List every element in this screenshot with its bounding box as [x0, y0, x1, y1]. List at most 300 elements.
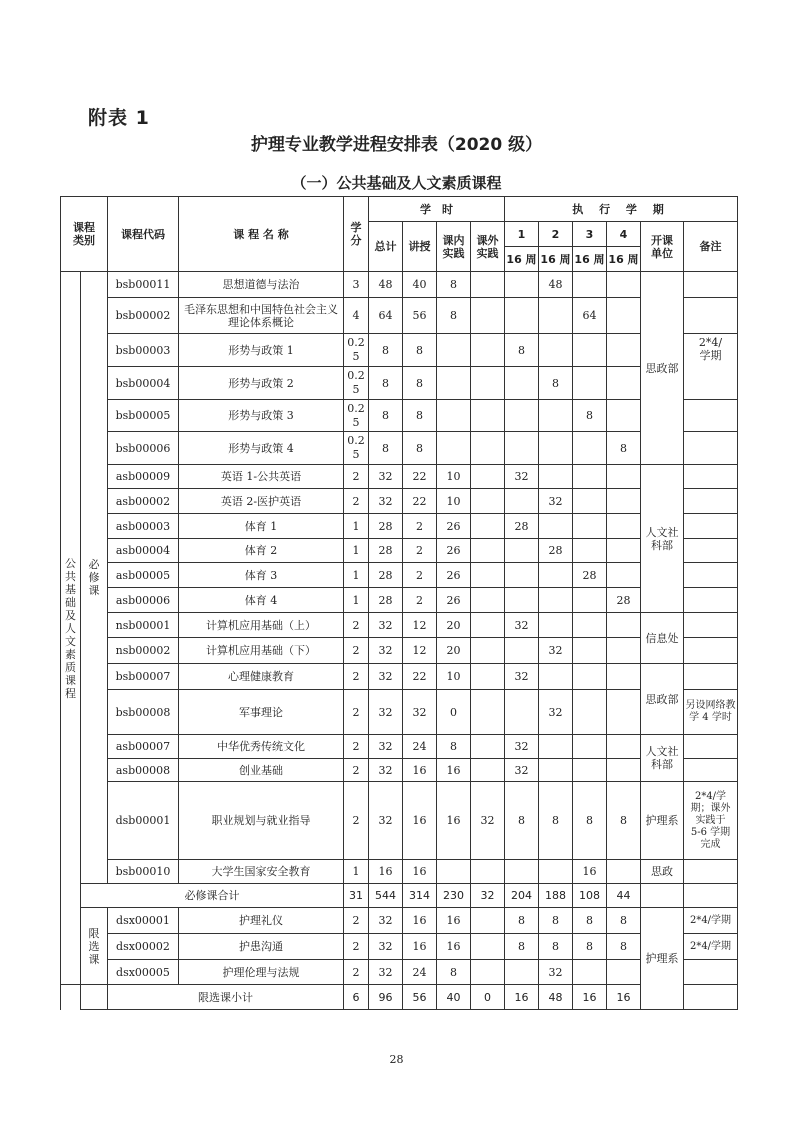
table-row: [61, 664, 738, 690]
total-hours: 8: [369, 432, 403, 465]
course-code: asb00003: [108, 514, 179, 539]
total-semester-3: 108: [573, 884, 607, 908]
out-class-practice: [471, 860, 505, 884]
semester-3: [573, 334, 607, 367]
semester-1: [505, 563, 539, 588]
total-in-class-practice: 230: [437, 884, 471, 908]
offering-department: 思政: [641, 860, 684, 884]
table-row: [61, 334, 738, 367]
in-class-practice: 8: [437, 272, 471, 298]
credits: 2: [344, 934, 369, 960]
table-row: [61, 489, 738, 514]
semester-4: [607, 465, 641, 489]
remarks-cell: 2*4/ 学期: [684, 334, 738, 400]
document-title: 护理专业教学进程安排表（2020 级）: [250, 135, 543, 155]
semester-1: 32: [505, 759, 539, 782]
subtotal-lecture-hours: 56: [403, 985, 437, 1010]
total-hours: 32: [369, 613, 403, 638]
lecture-hours: 40: [403, 272, 437, 298]
semester-2: [539, 664, 573, 690]
remarks-cell: [684, 884, 738, 908]
appendix-label: 附表 1: [88, 107, 150, 129]
subtotal-out-class-practice: 0: [471, 985, 505, 1010]
semester-4: [607, 735, 641, 759]
course-code: bsb00002: [108, 298, 179, 334]
semester-3: [573, 539, 607, 563]
total-hours: 32: [369, 908, 403, 934]
lecture-hours: 8: [403, 334, 437, 367]
out-class-practice: [471, 400, 505, 432]
out-class-practice: [471, 613, 505, 638]
in-class-practice: 20: [437, 613, 471, 638]
in-class-practice: 16: [437, 934, 471, 960]
semester-4: [607, 690, 641, 735]
course-code: asb00006: [108, 588, 179, 613]
offering-department: 护理系: [641, 908, 684, 1010]
course-code: bsb00007: [108, 664, 179, 690]
credits: 0.2 5: [344, 367, 369, 400]
semester-2: [539, 759, 573, 782]
table-row: [61, 400, 738, 432]
semester-2: [539, 465, 573, 489]
lecture-hours: 16: [403, 908, 437, 934]
lecture-hours: 22: [403, 489, 437, 514]
semester-1: 8: [505, 908, 539, 934]
subtotal-semester-2: 48: [539, 985, 573, 1010]
table-row: [61, 367, 738, 400]
header-dept: 开课 单位: [641, 222, 684, 272]
course-name: 心理健康教育: [179, 664, 344, 690]
semester-4: [607, 489, 641, 514]
header-semester-3: 3: [573, 222, 607, 247]
semester-4: [607, 664, 641, 690]
semester-1: [505, 272, 539, 298]
remarks-cell: 2*4/学期: [684, 934, 738, 960]
header-weeks-4: 16 周: [607, 247, 641, 272]
semester-1: [505, 489, 539, 514]
semester-3: 8: [573, 782, 607, 860]
required-total-label: 必修课合计: [81, 884, 344, 908]
course-code: asb00008: [108, 759, 179, 782]
course-name: 军事理论: [179, 690, 344, 735]
semester-3: [573, 588, 607, 613]
credits: 2: [344, 960, 369, 985]
semester-4: 28: [607, 588, 641, 613]
subtotal-in-class-practice: 40: [437, 985, 471, 1010]
lecture-hours: 8: [403, 432, 437, 465]
in-class-practice: 16: [437, 908, 471, 934]
course-code: asb00002: [108, 489, 179, 514]
course-name: 体育 3: [179, 563, 344, 588]
remarks-cell: [684, 563, 738, 588]
remarks-cell: [684, 400, 738, 432]
header-credits: 学 分: [344, 197, 369, 272]
total-hours: 28: [369, 514, 403, 539]
semester-4: [607, 272, 641, 298]
lecture-hours: 16: [403, 782, 437, 860]
out-class-practice: [471, 638, 505, 664]
credits: 2: [344, 690, 369, 735]
remarks-cell: [684, 539, 738, 563]
course-name: 体育 2: [179, 539, 344, 563]
remarks-cell: [684, 588, 738, 613]
semester-3: [573, 690, 607, 735]
semester-3: 16: [573, 860, 607, 884]
semester-3: [573, 367, 607, 400]
semester-4: [607, 514, 641, 539]
out-class-practice: [471, 908, 505, 934]
course-name: 中华优秀传统文化: [179, 735, 344, 759]
semester-3: 28: [573, 563, 607, 588]
lecture-hours: 8: [403, 400, 437, 432]
total-hours: 8: [369, 367, 403, 400]
semester-4: [607, 960, 641, 985]
course-name: 大学生国家安全教育: [179, 860, 344, 884]
course-name: 形势与政策 4: [179, 432, 344, 465]
lecture-hours: 2: [403, 563, 437, 588]
subcategory-required-cell: 必 修 课: [81, 272, 108, 884]
credits: 2: [344, 465, 369, 489]
semester-3: [573, 432, 607, 465]
course-name: 形势与政策 2: [179, 367, 344, 400]
course-code: bsb00008: [108, 690, 179, 735]
offering-department: 人文社 科部: [641, 465, 684, 613]
page-number: 28: [389, 1053, 404, 1066]
in-class-practice: [437, 860, 471, 884]
lecture-hours: 24: [403, 735, 437, 759]
course-code: bsb00011: [108, 272, 179, 298]
header-category: 课程 类别: [61, 197, 108, 272]
course-code: asb00004: [108, 539, 179, 563]
in-class-practice: 16: [437, 759, 471, 782]
semester-3: 8: [573, 400, 607, 432]
table-header: [61, 197, 738, 272]
header-code: 课程代码: [108, 197, 179, 272]
credits: 2: [344, 735, 369, 759]
offering-department: 人文社 科部: [641, 735, 684, 782]
in-class-practice: 10: [437, 664, 471, 690]
semester-4: 8: [607, 782, 641, 860]
out-class-practice: [471, 272, 505, 298]
semester-2: [539, 735, 573, 759]
table-row: [61, 514, 738, 539]
semester-1: 32: [505, 664, 539, 690]
semester-4: [607, 860, 641, 884]
remarks-cell: [684, 735, 738, 759]
credits: 2: [344, 638, 369, 664]
table-row: [61, 465, 738, 489]
course-name: 计算机应用基础（下）: [179, 638, 344, 664]
header-semester-1: 1: [505, 222, 539, 247]
semester-1: 32: [505, 613, 539, 638]
out-class-practice: [471, 960, 505, 985]
course-name: 体育 1: [179, 514, 344, 539]
semester-3: [573, 960, 607, 985]
out-class-practice: [471, 690, 505, 735]
subtotal-semester-1: 16: [505, 985, 539, 1010]
header-name: 课 程 名 称: [179, 197, 344, 272]
course-name: 形势与政策 1: [179, 334, 344, 367]
in-class-practice: 0: [437, 690, 471, 735]
in-class-practice: 10: [437, 465, 471, 489]
remarks-cell: [684, 613, 738, 638]
semester-3: [573, 759, 607, 782]
semester-1: 32: [505, 465, 539, 489]
lecture-hours: 22: [403, 465, 437, 489]
total-hours: 16: [369, 860, 403, 884]
course-name: 英语 1-公共英语: [179, 465, 344, 489]
credits: 0.2 5: [344, 334, 369, 367]
out-class-practice: [471, 664, 505, 690]
lecture-hours: 16: [403, 860, 437, 884]
out-class-practice: [471, 735, 505, 759]
remarks-cell: [684, 664, 738, 690]
out-class-practice: [471, 759, 505, 782]
in-class-practice: 8: [437, 735, 471, 759]
course-code: bsb00003: [108, 334, 179, 367]
semester-2: 32: [539, 960, 573, 985]
course-code: dsx00005: [108, 960, 179, 985]
semester-4: 8: [607, 934, 641, 960]
in-class-practice: 26: [437, 539, 471, 563]
semester-3: [573, 638, 607, 664]
semester-3: [573, 272, 607, 298]
semester-3: [573, 489, 607, 514]
header-semester-2: 2: [539, 222, 573, 247]
semester-1: [505, 638, 539, 664]
credits: 2: [344, 613, 369, 638]
semester-3: 64: [573, 298, 607, 334]
section-title: （一）公共基础及人文素质课程: [291, 174, 502, 192]
course-code: asb00007: [108, 735, 179, 759]
semester-4: [607, 613, 641, 638]
total-hours: 32: [369, 759, 403, 782]
total-hours: 32: [369, 960, 403, 985]
category-main-cell: 公 共 基 础 及 人 文 素 质 课 程: [61, 272, 81, 985]
subtotal-semester-4: 16: [607, 985, 641, 1010]
semester-1: 8: [505, 934, 539, 960]
table-row: [61, 432, 738, 465]
in-class-practice: 8: [437, 298, 471, 334]
total-hours: 32: [369, 782, 403, 860]
out-class-practice: [471, 367, 505, 400]
lecture-hours: 2: [403, 539, 437, 563]
in-class-practice: [437, 367, 471, 400]
lecture-hours: 2: [403, 588, 437, 613]
table-row: [61, 298, 738, 334]
semester-3: [573, 664, 607, 690]
semester-1: [505, 432, 539, 465]
total-hours: 32: [369, 489, 403, 514]
total-hours: 28: [369, 539, 403, 563]
course-name: 计算机应用基础（上）: [179, 613, 344, 638]
total-hours: 48: [369, 272, 403, 298]
course-name: 护患沟通: [179, 934, 344, 960]
in-class-practice: 26: [437, 514, 471, 539]
in-class-practice: 26: [437, 588, 471, 613]
course-name: 思想道德与法治: [179, 272, 344, 298]
semester-2: [539, 613, 573, 638]
elective-total-label: 限选课小计: [108, 985, 344, 1010]
remarks-cell: [684, 489, 738, 514]
out-class-practice: [471, 465, 505, 489]
semester-1: 8: [505, 334, 539, 367]
semester-1: [505, 860, 539, 884]
remarks-cell: [684, 985, 738, 1010]
credits: 1: [344, 860, 369, 884]
header-weeks-3: 16 周: [573, 247, 607, 272]
subtotal-credits: 6: [344, 985, 369, 1010]
course-name: 毛泽东思想和中国特色社会主义理论体系概论: [179, 298, 344, 334]
total-hours: 8: [369, 334, 403, 367]
total-hours: 28: [369, 563, 403, 588]
lecture-hours: 2: [403, 514, 437, 539]
semester-1: [505, 298, 539, 334]
in-class-practice: 26: [437, 563, 471, 588]
course-code: asb00005: [108, 563, 179, 588]
in-class-practice: 8: [437, 960, 471, 985]
semester-1: 8: [505, 782, 539, 860]
lecture-hours: 16: [403, 934, 437, 960]
total-hours: 64: [369, 298, 403, 334]
credits: 2: [344, 759, 369, 782]
in-class-practice: 10: [437, 489, 471, 514]
out-class-practice: [471, 334, 505, 367]
credits: 0.2 5: [344, 432, 369, 465]
header-weeks-1: 16 周: [505, 247, 539, 272]
total-total-hours: 544: [369, 884, 403, 908]
semester-3: [573, 735, 607, 759]
course-code: dsb00001: [108, 782, 179, 860]
course-name: 护理礼仪: [179, 908, 344, 934]
total-hours: 32: [369, 735, 403, 759]
table-row: [61, 960, 738, 985]
header-out-practice: 课外 实践: [471, 222, 505, 272]
remarks-cell: [684, 298, 738, 334]
course-code: nsb00002: [108, 638, 179, 664]
semester-4: [607, 539, 641, 563]
semester-1: [505, 539, 539, 563]
table-row: [61, 563, 738, 588]
semester-1: 28: [505, 514, 539, 539]
header-in-practice: 课内 实践: [437, 222, 471, 272]
total-hours: 32: [369, 664, 403, 690]
out-class-practice: 32: [471, 782, 505, 860]
subcategory-elective-cell: 限 选 课: [81, 908, 108, 985]
course-name: 创业基础: [179, 759, 344, 782]
lecture-hours: 8: [403, 367, 437, 400]
semester-3: [573, 465, 607, 489]
remarks-cell: [684, 960, 738, 985]
in-class-practice: [437, 334, 471, 367]
table-row: [61, 588, 738, 613]
total-hours: 28: [369, 588, 403, 613]
semester-2: 32: [539, 690, 573, 735]
subtotal-total-hours: 96: [369, 985, 403, 1010]
semester-4: [607, 638, 641, 664]
remarks-cell: [684, 860, 738, 884]
remarks-cell: [684, 759, 738, 782]
course-name: 职业规划与就业指导: [179, 782, 344, 860]
semester-3: [573, 514, 607, 539]
credits: 2: [344, 782, 369, 860]
out-class-practice: [471, 514, 505, 539]
semester-2: 48: [539, 272, 573, 298]
course-code: dsx00001: [108, 908, 179, 934]
offering-department: 信息处: [641, 613, 684, 664]
course-code: bsb00010: [108, 860, 179, 884]
remarks-cell: [684, 465, 738, 489]
schedule-table: [60, 196, 738, 1010]
total-hours: 32: [369, 934, 403, 960]
semester-1: [505, 960, 539, 985]
out-class-practice: [471, 539, 505, 563]
credits: 2: [344, 489, 369, 514]
semester-4: [607, 400, 641, 432]
course-name: 护理伦理与法规: [179, 960, 344, 985]
course-name: 体育 4: [179, 588, 344, 613]
course-name: 形势与政策 3: [179, 400, 344, 432]
header-weeks-2: 16 周: [539, 247, 573, 272]
semester-2: 8: [539, 367, 573, 400]
course-code: nsb00001: [108, 613, 179, 638]
total-semester-4: 44: [607, 884, 641, 908]
table-row: [61, 613, 738, 638]
credits: 1: [344, 588, 369, 613]
semester-1: 32: [505, 735, 539, 759]
semester-4: [607, 298, 641, 334]
total-hours: 8: [369, 400, 403, 432]
semester-2: [539, 563, 573, 588]
remarks-cell: [684, 638, 738, 664]
semester-2: [539, 400, 573, 432]
table-row: [61, 759, 738, 782]
semester-1: [505, 400, 539, 432]
semester-1: [505, 588, 539, 613]
credits: 1: [344, 539, 369, 563]
total-credits: 31: [344, 884, 369, 908]
category-blank-cell: [61, 985, 81, 1010]
in-class-practice: 16: [437, 782, 471, 860]
semester-4: 8: [607, 432, 641, 465]
offering-department: 思政部: [641, 272, 684, 465]
remarks-cell: [684, 514, 738, 539]
remarks-cell: 2*4/学期: [684, 908, 738, 934]
total-hours: 32: [369, 465, 403, 489]
table-row: [61, 934, 738, 960]
total-hours: 32: [369, 690, 403, 735]
semester-1: [505, 367, 539, 400]
semester-2: 32: [539, 489, 573, 514]
credits: 0.2 5: [344, 400, 369, 432]
lecture-hours: 16: [403, 759, 437, 782]
in-class-practice: [437, 432, 471, 465]
table-row: [61, 539, 738, 563]
course-code: bsb00004: [108, 367, 179, 400]
semester-4: [607, 367, 641, 400]
header-lecture: 讲授: [403, 222, 437, 272]
semester-2: [539, 860, 573, 884]
table-row: [61, 690, 738, 735]
semester-2: 8: [539, 908, 573, 934]
table-row: [61, 860, 738, 884]
out-class-practice: [471, 298, 505, 334]
semester-2: [539, 334, 573, 367]
total-lecture-hours: 314: [403, 884, 437, 908]
remarks-cell: [684, 272, 738, 298]
out-class-practice: [471, 489, 505, 514]
lecture-hours: 24: [403, 960, 437, 985]
